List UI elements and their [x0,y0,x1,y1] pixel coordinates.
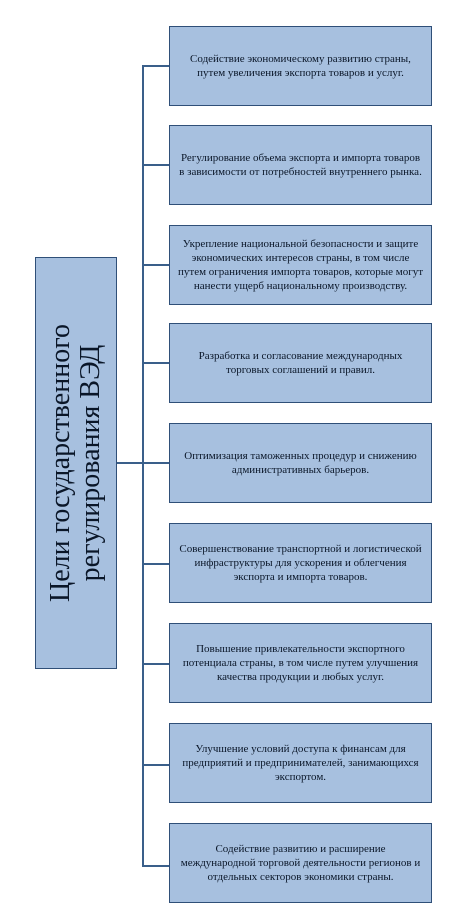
branch-line [142,264,169,266]
goal-text: Содействие экономическому развитию страны, путем увеличения экспорта товаров и услуг. [190,53,411,79]
goal-text: Укрепление национальной безопасности и защите экономических интересов страны, в том числе путем ограничения импорта товаров, которые могут нанести ущерб национальному производству. [178,238,424,292]
goal-text: Оптимизация таможенных процедур и снижению административных барьеров. [184,450,417,476]
goal-box-6 [169,523,432,603]
goal-box-4 [169,323,432,403]
goal-box-7 [169,623,432,703]
goal-text: Совершенствование транспортной и логистической инфраструктуры для ускорения и облегчения экспорта и импорта товаров. [179,543,422,583]
branch-line [142,563,169,565]
goal-box-9 [169,823,432,903]
goal-box-1 [169,26,432,106]
branch-line [142,462,169,464]
goal-box-5 [169,423,432,503]
branch-line [142,764,169,766]
goal-text: Повышение привлекательности экспортного потенциала страны, в том числе путем улучшения качества продукции и любых услуг. [182,643,419,683]
vertical-spine-line [142,65,144,865]
branch-line [142,865,169,867]
goal-box-8 [169,723,432,803]
goal-text: Разработка и согласование международных торговых соглашений и правил. [198,350,403,376]
main-goal-label [46,263,106,663]
branch-line [142,362,169,364]
branch-line [142,164,169,166]
goal-text: Регулирование объема экспорта и импорта товаров в зависимости от потребностей внутреннего рынка. [179,152,422,178]
branch-line [142,663,169,665]
main-goal-box [35,257,117,669]
goal-text: Улучшение условий доступа к финансам для предприятий и предпринимателей, занимающихся экспортом. [182,743,419,783]
main-goal-title-line2: регулирования ВЭД [75,344,106,582]
goal-box-3 [169,225,432,305]
goal-box-2 [169,125,432,205]
branch-line [142,65,169,67]
main-connector-line [117,462,144,464]
goal-text: Содействие развитию и расширение международной торговой деятельности регионов и отдельных секторов экономики страны. [180,843,421,883]
main-goal-title-line1: Цели государственного [45,324,76,602]
